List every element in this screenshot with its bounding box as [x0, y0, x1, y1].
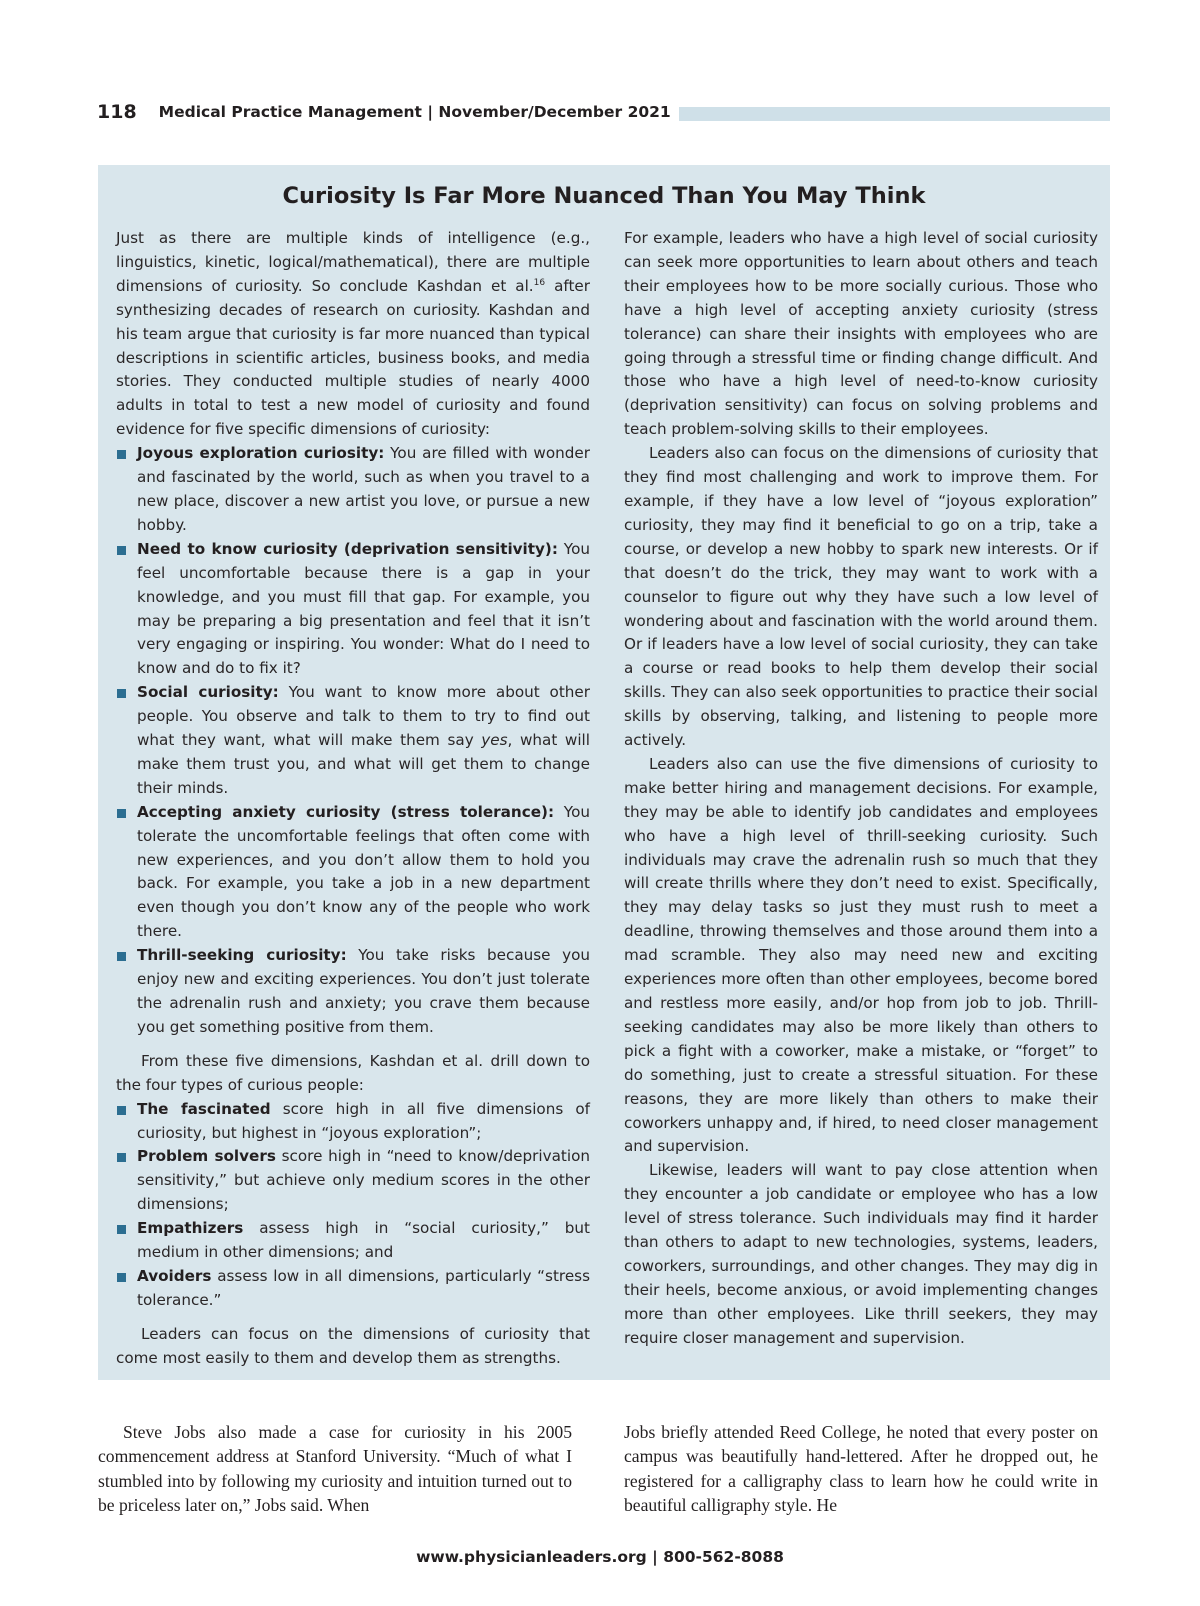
- intro-text-a: Just as there are multiple kinds of intelligence (e.g., linguistics, kinetic, logical/mathematical), there are multiple dimensions of curiosity. So conclude Kashdan et al.: [116, 229, 590, 295]
- body-paragraph-right: Jobs briefly attended Reed College, he noted that every poster on campus was beautifully hand-lettered. After he dropped out, he registered for a calligraphy class to learn how he could write in beautiful calligraphy style. He: [624, 1422, 1098, 1516]
- page-footer: www.physicianleaders.org | 800-562-8088: [416, 1548, 784, 1566]
- types-intro-paragraph: From these five dimensions, Kashdan et al. drill down to the four types of curious people:: [116, 1051, 590, 1094]
- list-item: [116, 538, 590, 681]
- list-item-text: You feel uncomfortable because there is a gap in your knowledge, and you must fill that gap. For example, you may be preparing a big presentation and feel that it isn’t very engaging or inspiring. You wonder: What do I need to know and do to fix it?: [137, 539, 590, 678]
- sidebar-left-column: [116, 227, 590, 1371]
- body-left-column: [98, 1420, 572, 1518]
- square-bullet-icon: [117, 952, 126, 961]
- list-item: [116, 1098, 590, 1146]
- square-bullet-icon: [117, 1225, 126, 1234]
- paragraph-hiring-decisions: Leaders also can use the five dimensions of curiosity to make better hiring and management decisions. For example, they may be able to identify job candidates and employees who have a high level of thrill-seeking curiosity. Such individuals may crave the adrenalin rush so much that they will create thrills where they don’t need to exist. Specifically, they may delay tasks so just they must rush to meet a deadline, throwing themselves and those around them into a mad scramble. They also may need new and exciting experiences more often than other employees, become bored and restless more easily, and/or hop from job to job. Thrill-seeking candidates may also be more likely than others to pick a fight with a coworker, make a mistake, or “forget” to do something, just to create a stressful situation. For these reasons, they are more likely than others to make their coworkers unhappy and, if hired, to need closer management and supervision.: [624, 754, 1098, 1156]
- running-header: [97, 98, 1110, 126]
- list-item: [116, 681, 590, 801]
- list-item: [116, 1145, 590, 1217]
- list-item-term: Avoiders: [137, 1266, 212, 1285]
- list-item-term: Joyous exploration curiosity:: [137, 444, 385, 463]
- list-item: [116, 442, 590, 538]
- list-item-term: The fascinated: [137, 1099, 271, 1118]
- list-item-term: Accepting anxiety curiosity (stress tolerance):: [137, 802, 555, 821]
- square-bullet-icon: [117, 450, 126, 459]
- sidebar-box: [98, 165, 1110, 1380]
- square-bullet-icon: [117, 1273, 126, 1282]
- intro-text-b: after synthesizing decades of research on curiosity. Kashdan and his team argue that curiosity is far more nuanced than typical descriptions in scientific articles, business books, and media stories. They conducted multiple studies of nearly 4000 adults in total to test a new model of curiosity and found evidence for five specific dimensions of curiosity:: [116, 276, 590, 439]
- intro-paragraph: [116, 227, 590, 442]
- paragraph-challenging-dimensions: Leaders also can focus on the dimensions of curiosity that they find most challenging and work to improve them. For example, if they have a low level of “joyous exploration” curiosity, they may find it beneficial to go on a trip, take a course, or develop a new hobby to spark new interests. Or if that doesn’t do the trick, they may want to work with a counselor to figure out why they have such a low level of wondering about and fascination with the world around them. Or if leaders have a low level of social curiosity, they can take a course or read books to help them develop their social skills. They can also seek opportunities to practice their social skills by observing, talking, and listening to people more actively.: [624, 444, 1098, 750]
- body-right-column: [624, 1420, 1098, 1518]
- square-bullet-icon: [117, 689, 126, 698]
- list-item-term: Problem solvers: [137, 1147, 276, 1166]
- dimensions-list: [116, 442, 590, 1040]
- list-item-text: You are filled with wonder and fascinated by the world, such as when you travel to a new place, discover a new artist you love, or pursue a new hobby.: [137, 444, 590, 534]
- list-item-text: You take risks because you enjoy new and exciting experiences. You don’t just tolerate the adrenalin rush and anxiety; you crave them because you get something positive from them.: [137, 946, 590, 1036]
- list-item: [116, 1217, 590, 1265]
- list-item-text: assess high in “social curiosity,” but medium in other dimensions; and: [137, 1219, 590, 1262]
- list-item-text: score high in “need to know/deprivation sensitivity,” but achieve only medium scores in the other dimensions;: [137, 1147, 590, 1214]
- list-item: [116, 944, 590, 1040]
- list-item: [116, 1265, 590, 1313]
- list-item-text: score high in all five dimensions of curiosity, but highest in “joyous exploration”;: [137, 1099, 590, 1142]
- square-bullet-icon: [117, 809, 126, 818]
- square-bullet-icon: [117, 1106, 126, 1115]
- closing-paragraph: Leaders can focus on the dimensions of curiosity that come most easily to them and develop them as strengths.: [116, 1324, 590, 1367]
- square-bullet-icon: [117, 1153, 126, 1162]
- list-item-term: Empathizers: [137, 1219, 244, 1238]
- sidebar-right-column: [624, 227, 1098, 1351]
- list-item-emphasis: yes: [481, 731, 508, 750]
- list-item-text: assess low in all dimensions, particularly “stress tolerance.”: [137, 1266, 590, 1309]
- header-rule: [679, 107, 1110, 121]
- body-paragraph-left: Steve Jobs also made a case for curiosity in his 2005 commencement address at Stanford University. “Much of what I stumbled into by following my curiosity and intuition turned out to be priceless later on,” Jobs said. When: [98, 1422, 572, 1516]
- types-list: [116, 1098, 590, 1313]
- page-number: 118: [97, 101, 137, 123]
- journal-title: Medical Practice Management | November/December 2021: [158, 103, 671, 121]
- list-item: [116, 801, 590, 944]
- square-bullet-icon: [117, 546, 126, 555]
- paragraph-social-curiosity: For example, leaders who have a high level of social curiosity can seek more opportunities to learn about others and teach their employees how to be more socially curious. Those who have a high level of accepting anxiety curiosity (stress tolerance) can share their insights with employees who are going through a stressful time or finding change difficult. And those who have a high level of need-to-know curiosity (deprivation sensitivity) can focus on solving problems and teach problem-solving skills to their employees.: [624, 229, 1098, 439]
- list-item-term: Need to know curiosity (deprivation sensitivity):: [137, 539, 558, 558]
- list-item-term: Thrill-seeking curiosity:: [137, 946, 347, 965]
- sidebar-title: Curiosity Is Far More Nuanced Than You May Think: [282, 183, 926, 209]
- list-item-text: You want to know more about other people. You observe and talk to them to try to find out what they want, what will make them say: [137, 683, 591, 750]
- list-item-text: You tolerate the uncomfortable feelings that often come with new experiences, and you don’t allow them to hold you back. For example, you take a job in a new department even though you don’t know any of the people who work there.: [137, 802, 590, 941]
- paragraph-stress-tolerance: Likewise, leaders will want to pay close attention when they encounter a job candidate or employee who has a low level of stress tolerance. Such individuals may find it harder than others to adapt to new technologies, systems, leaders, coworkers, surroundings, and other changes. They may dig in their heels, become anxious, or avoid implementing changes more than other employees. Like thrill seekers, they may require closer management and supervision.: [624, 1161, 1098, 1347]
- citation-16: 16: [533, 277, 546, 288]
- list-item-term: Social curiosity:: [137, 683, 279, 702]
- list-item-text: , what will make them trust you, and what will get them to change their minds.: [137, 731, 590, 797]
